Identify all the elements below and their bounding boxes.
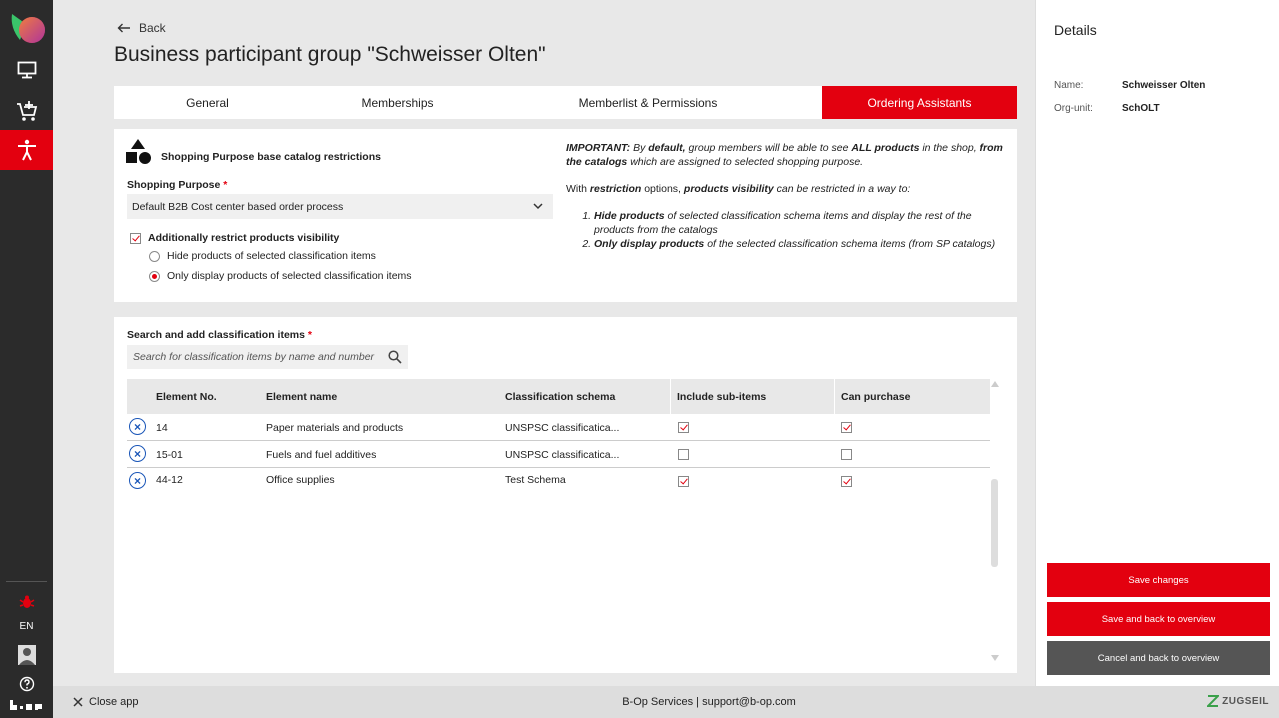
table-row — [127, 441, 990, 468]
detail-org-row — [1054, 103, 1160, 114]
left-nav-rail — [0, 0, 53, 718]
details-title: Details — [1054, 22, 1097, 38]
remove-row-button[interactable]: × — [129, 445, 146, 462]
schema-cell: Test Schema — [505, 474, 566, 486]
only-display-label: Only display products of selected classification items — [167, 270, 412, 282]
scrollbar-thumb[interactable] — [991, 479, 998, 567]
include-sub-items-checkbox[interactable] — [678, 476, 689, 487]
shopping-purpose-section-title: Shopping Purpose base catalog restrictions — [161, 151, 381, 163]
hide-products-label: Hide products of selected classification items — [167, 250, 376, 262]
bop-logo-icon — [10, 700, 42, 710]
bug-icon — [19, 594, 35, 610]
element-no-cell: 15-01 — [156, 449, 183, 461]
back-link[interactable] — [117, 21, 166, 35]
shopping-purpose-value: Default B2B Cost center based order process — [132, 200, 344, 213]
language-switch[interactable]: EN — [19, 621, 34, 632]
col-element-name[interactable]: Element name — [266, 391, 338, 403]
tab-ordering-assistants[interactable]: Ordering Assistants — [822, 86, 1017, 119]
brand-logo — [1207, 695, 1269, 707]
page-title: Business participant group "Schweisser Olten" — [114, 43, 546, 66]
restrict-visibility-label: Additionally restrict products visibility — [148, 232, 340, 244]
only-display-radio-row[interactable] — [149, 270, 412, 282]
footer-contact: B-Op Services | support@b-op.com — [622, 696, 796, 708]
restrict-visibility-checkbox-row[interactable] — [130, 232, 339, 244]
search-icon[interactable] — [388, 350, 402, 364]
detail-name-row — [1054, 80, 1205, 91]
remove-row-button[interactable]: × — [129, 472, 146, 489]
cancel-and-back-button[interactable]: Cancel and back to overview — [1047, 641, 1270, 675]
classification-search-input[interactable] — [127, 345, 408, 369]
table-scrollbar[interactable] — [990, 379, 1000, 667]
scroll-up-icon[interactable] — [991, 381, 999, 387]
only-display-radio[interactable] — [149, 271, 160, 282]
app-logo — [8, 10, 46, 46]
col-include-sub-items[interactable]: Include sub-items — [677, 391, 767, 403]
visibility-info-text: IMPORTANT: By default, group members will be able to see ALL products in the shop, from the catalogs which are assigned to selected shopping purpose. With restriction options, products visibility can be restricted in a way to: 1. Hide products of selected classification schema items and display the rest of the products from the catalogs 2. Only display products of the selected classification schema items (from SP catalogs) — [566, 141, 1011, 251]
table-row — [127, 468, 990, 495]
element-no-cell: 14 — [156, 422, 168, 434]
main-content — [53, 0, 1035, 686]
save-and-back-button[interactable]: Save and back to overview — [1047, 602, 1270, 636]
detail-name-label: Name: — [1054, 80, 1084, 91]
element-no-cell: 44-12 — [156, 474, 183, 486]
can-purchase-checkbox[interactable] — [841, 449, 852, 460]
rail-divider — [6, 581, 47, 582]
brand-name: ZUGSEIL — [1222, 695, 1269, 707]
col-element-no[interactable]: Element No. — [156, 391, 217, 403]
close-app-label: Close app — [89, 696, 139, 708]
tab-memberships[interactable]: Memberships — [361, 95, 434, 110]
col-can-purchase[interactable]: Can purchase — [841, 391, 911, 403]
person-accessibility-icon — [16, 139, 38, 161]
col-classification-schema[interactable]: Classification schema — [505, 391, 616, 403]
avatar-icon — [18, 645, 36, 665]
shopping-purpose-select[interactable] — [127, 194, 553, 219]
back-label: Back — [139, 21, 166, 35]
monitor-nav-button[interactable] — [0, 51, 53, 89]
hide-products-radio-row[interactable] — [149, 250, 376, 262]
detail-org-value: SchOLT — [1122, 103, 1160, 114]
can-purchase-checkbox[interactable] — [841, 422, 852, 433]
shopping-purpose-label: Shopping Purpose * — [127, 179, 228, 191]
search-placeholder: Search for classification items by name and number — [133, 351, 375, 363]
scroll-down-icon[interactable] — [991, 655, 999, 661]
shapes-icon — [125, 139, 153, 165]
table-row — [127, 414, 990, 441]
table-header — [127, 379, 990, 414]
zugseil-logo-icon — [1207, 695, 1219, 707]
element-name-cell: Paper materials and products — [266, 422, 404, 434]
column-divider — [834, 379, 835, 414]
help-icon — [19, 676, 35, 692]
user-profile-button[interactable] — [0, 638, 53, 672]
element-name-cell: Office supplies — [266, 474, 335, 486]
tab-general[interactable]: General — [186, 95, 229, 110]
monitor-icon — [17, 61, 37, 79]
classification-items-card — [114, 317, 1017, 673]
detail-name-value: Schweisser Olten — [1122, 80, 1206, 91]
details-panel — [1035, 0, 1279, 686]
column-divider — [670, 379, 671, 414]
hide-products-radio[interactable] — [149, 251, 160, 262]
accessibility-nav-button[interactable] — [0, 130, 53, 170]
arrow-left-icon — [117, 23, 131, 33]
remove-row-button[interactable]: × — [129, 418, 146, 435]
tab-bar — [114, 86, 1017, 119]
tab-memberlist-permissions[interactable]: Memberlist & Permissions — [578, 95, 718, 110]
restrict-visibility-checkbox[interactable] — [130, 233, 141, 244]
help-button[interactable] — [0, 668, 53, 700]
classification-search-label: Search and add classification items * — [127, 329, 312, 341]
can-purchase-checkbox[interactable] — [841, 476, 852, 487]
add-to-cart-icon — [16, 101, 38, 123]
classification-table — [127, 379, 990, 495]
info-list-item: 2. Only display products of the selected classification schema items (from SP catalogs) — [594, 237, 1011, 251]
chevron-down-icon — [533, 202, 543, 210]
cart-nav-button[interactable] — [0, 93, 53, 131]
include-sub-items-checkbox[interactable] — [678, 422, 689, 433]
save-changes-button[interactable]: Save changes — [1047, 563, 1270, 597]
schema-cell: UNSPSC classificatica... — [505, 422, 620, 434]
shopping-purpose-card — [114, 129, 1017, 302]
bug-report-button[interactable] — [0, 585, 53, 619]
footer-bar — [53, 686, 1279, 718]
schema-cell: UNSPSC classificatica... — [505, 449, 620, 461]
detail-org-label: Org-unit: — [1054, 103, 1093, 114]
element-name-cell: Fuels and fuel additives — [266, 449, 377, 461]
info-list-item: 1. Hide products of selected classification schema items and display the rest of the products from the catalogs — [594, 209, 1011, 237]
include-sub-items-checkbox[interactable] — [678, 449, 689, 460]
